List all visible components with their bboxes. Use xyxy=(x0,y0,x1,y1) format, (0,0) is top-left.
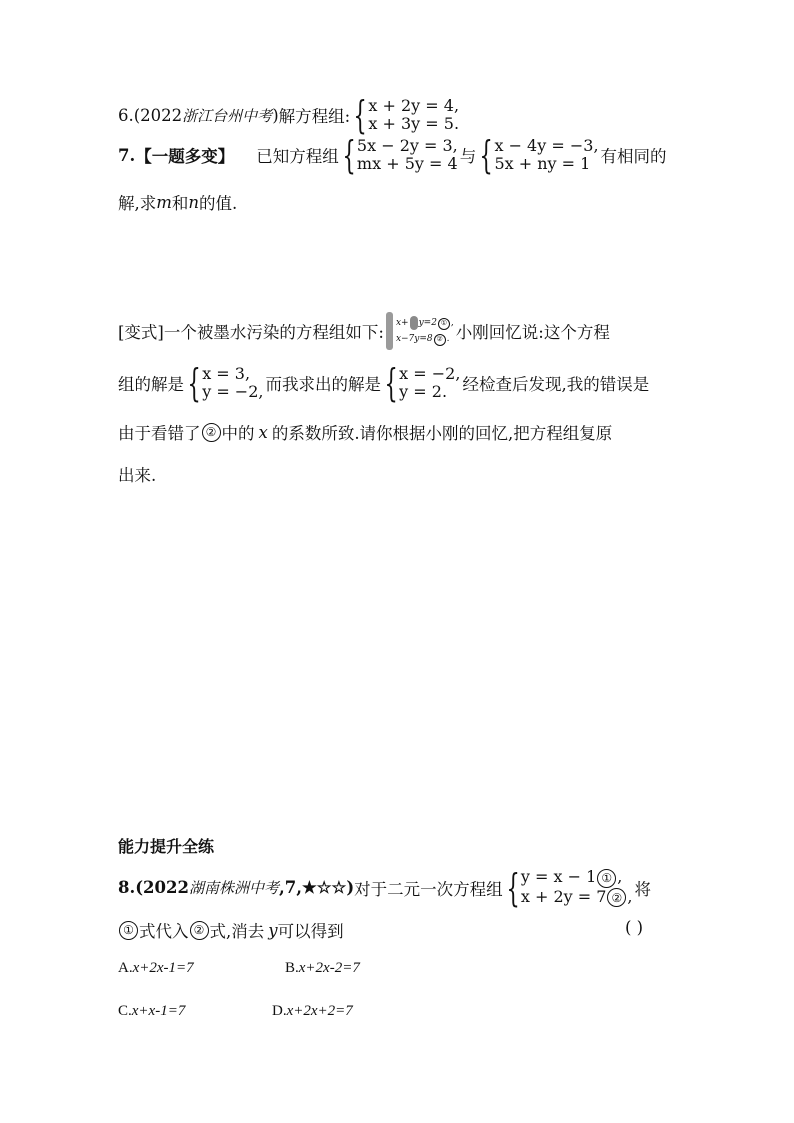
variant-line-3: 由于看错了 ② 中的 x 的系数所致.请你根据小刚的回忆,把方程组复原 xyxy=(118,422,613,443)
option-b[interactable]: B.x+2x-2=7 xyxy=(285,960,360,976)
q7-system-b xyxy=(478,133,599,177)
question-8: 8.(2022 湖南株洲中考 ,7,★☆☆ ) 对于二元一次方程组 { y = x − 1 ① , x + 2y = 7 ② , 将 xyxy=(118,865,652,910)
q8-line-2: ① 式代入 ② 式,消去 y 可以得到 xyxy=(118,918,344,942)
option-d[interactable]: D.x+2x+2=7 xyxy=(272,1003,353,1019)
q7-system-a-eq2: mx + 5y = 4 xyxy=(356,154,458,173)
q6-text: 解方程组: xyxy=(278,107,351,126)
brace-icon: { xyxy=(384,361,398,405)
q7-system-a-eq1: 5x − 2y = 3, xyxy=(356,136,458,155)
variant-line-2: 组的解是 { x = 3, y = −2, 而我求出的解是 { x = −2, y = 2. 经检查后发现,我的错误是 xyxy=(118,361,650,405)
solution-system-2: { x = −2, y = 2. xyxy=(384,361,461,405)
ink-blot-icon xyxy=(410,316,418,330)
brace-icon: { xyxy=(506,865,520,910)
q6-source-close: ) xyxy=(272,105,279,125)
q7-system-b-eq1: x − 4y = −3, xyxy=(494,136,599,155)
variant-prefix: [变式] xyxy=(118,323,164,342)
option-a[interactable]: A.x+2x-1=7 xyxy=(118,960,194,976)
q6-number: 6.(2022 xyxy=(118,105,183,125)
variant-line-1: [变式] 一个被墨水污染的方程组如下: x+ y=2 ① , x−7y=8 ② . 小刚回忆说:这个方程 xyxy=(118,312,610,350)
q7-system-a xyxy=(341,133,458,177)
inked-equation-system: x+ y=2 ① , x−7y=8 ② . xyxy=(386,312,454,350)
var-m: m xyxy=(156,192,172,212)
ink-stain-icon xyxy=(386,312,393,350)
variant-line-4: 出来. xyxy=(118,466,157,485)
var-n: n xyxy=(188,192,200,212)
q6-equation-2: x + 3y = 5. xyxy=(368,114,460,133)
brace-icon: { xyxy=(187,361,201,405)
question-6 xyxy=(118,93,461,137)
var-x: x xyxy=(258,422,268,442)
q7-number: 7. xyxy=(118,145,136,165)
q7-text-a: 已知方程组 xyxy=(256,147,339,166)
q7-text-b: 与 xyxy=(459,147,477,166)
section-title: 能力提升全练 xyxy=(118,837,215,856)
option-c[interactable]: C.x+x-1=7 xyxy=(118,1003,186,1019)
brace-icon: { xyxy=(479,133,494,177)
solution-system-1: { x = 3, y = −2, xyxy=(187,361,264,405)
circled-number-2: ② xyxy=(202,423,221,442)
var-y: y xyxy=(268,920,278,940)
q7-text-c: 有相同的 xyxy=(600,147,667,166)
q6-source: 浙江台州中考 xyxy=(182,106,273,125)
q8-meta: ,7,★☆☆ xyxy=(278,878,347,897)
brace-icon: { xyxy=(342,133,356,177)
q8-number: 8.(2022 xyxy=(118,878,189,897)
answer-blank[interactable]: ( ) xyxy=(625,918,644,937)
q7-line-2: 解,求 m 和 n 的值. xyxy=(118,192,238,213)
q8-source: 湖南株洲中考 xyxy=(188,879,279,897)
brace-icon: { xyxy=(353,93,367,137)
q7-tag: 【一题多变】 xyxy=(135,147,235,166)
question-7 xyxy=(118,133,667,177)
q7-system-b-eq2: 5x + ny = 1 xyxy=(494,154,591,173)
q8-equation-system: { y = x − 1 ① , x + 2y = 7 ② , xyxy=(506,865,633,910)
q6-equation-system xyxy=(352,93,460,137)
q6-equation-1: x + 2y = 4, xyxy=(368,96,460,115)
